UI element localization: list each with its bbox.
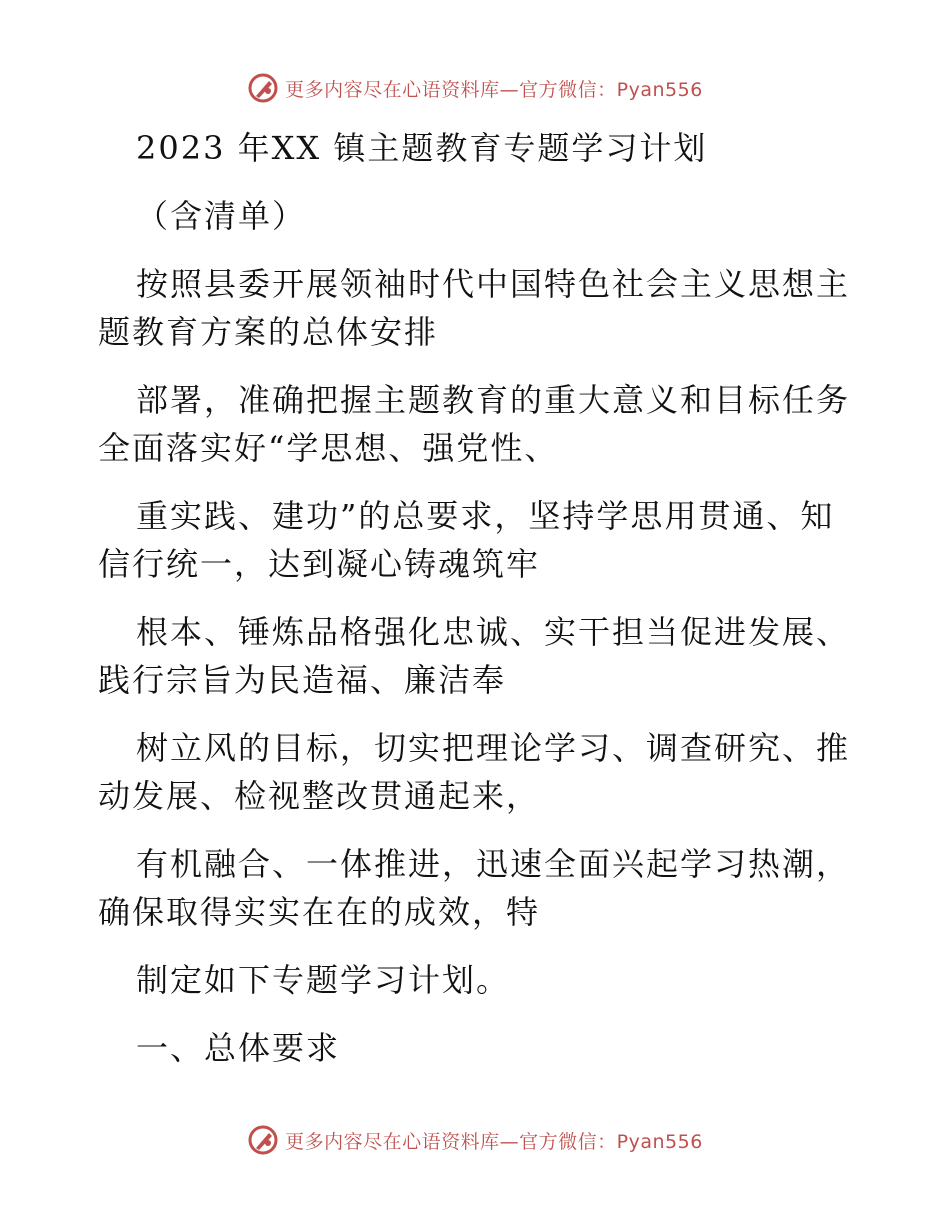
paragraph — [98, 842, 858, 935]
paragraph — [98, 378, 858, 471]
paragraph-line: 树立风的目标，切实把理论学习、调查研究、推 — [136, 729, 851, 767]
paragraph-line: 动发展、检视整改贯通起来， — [98, 777, 541, 815]
paragraph-line: 信行统一，达到凝心铸魂筑牢 — [98, 545, 541, 583]
pen-logo-icon — [247, 72, 279, 104]
paragraph-line: 根本、锤炼品格强化忠诚、实干担当促进发展、 — [136, 613, 851, 651]
document-title: 2023 年XX 镇主题教育专题学习计划 — [136, 129, 708, 167]
paragraph-line: 题教育方案的总体安排 — [98, 313, 439, 351]
paragraph-line: 确保取得实实在在的成效，特 — [98, 893, 541, 931]
document-subtitle: （含清单） — [136, 197, 307, 235]
document-body — [98, 126, 858, 1094]
paragraph — [98, 494, 858, 587]
pen-logo-icon — [247, 1124, 279, 1156]
paragraph-line: 按照县委开展领袖时代中国特色社会主义思想主 — [136, 265, 851, 303]
paragraph — [98, 262, 858, 355]
section-heading: 一、总体要求 — [136, 1029, 341, 1067]
paragraph-line: 部署，准确把握主题教育的重大意义和目标任务 — [136, 381, 851, 419]
paragraph-line: 践行宗旨为民造福、廉洁奉 — [98, 661, 507, 699]
watermark-text: 更多内容尽在心语资料库—官方微信：Pyan556 — [285, 1130, 703, 1153]
paragraph — [98, 726, 858, 819]
closing-sentence: 制定如下专题学习计划。 — [136, 961, 511, 999]
paragraph-line: 重实践、建功”的总要求，坚持学思用贯通、知 — [136, 497, 835, 535]
paragraph — [98, 610, 858, 703]
header-watermark — [0, 72, 950, 104]
paragraph-line: 全面落实好“学思想、强党性、 — [98, 429, 559, 467]
footer-watermark — [0, 1124, 950, 1156]
paragraph-line: 有机融合、一体推进，迅速全面兴起学习热潮， — [136, 845, 851, 883]
watermark-text: 更多内容尽在心语资料库—官方微信：Pyan556 — [285, 78, 703, 101]
